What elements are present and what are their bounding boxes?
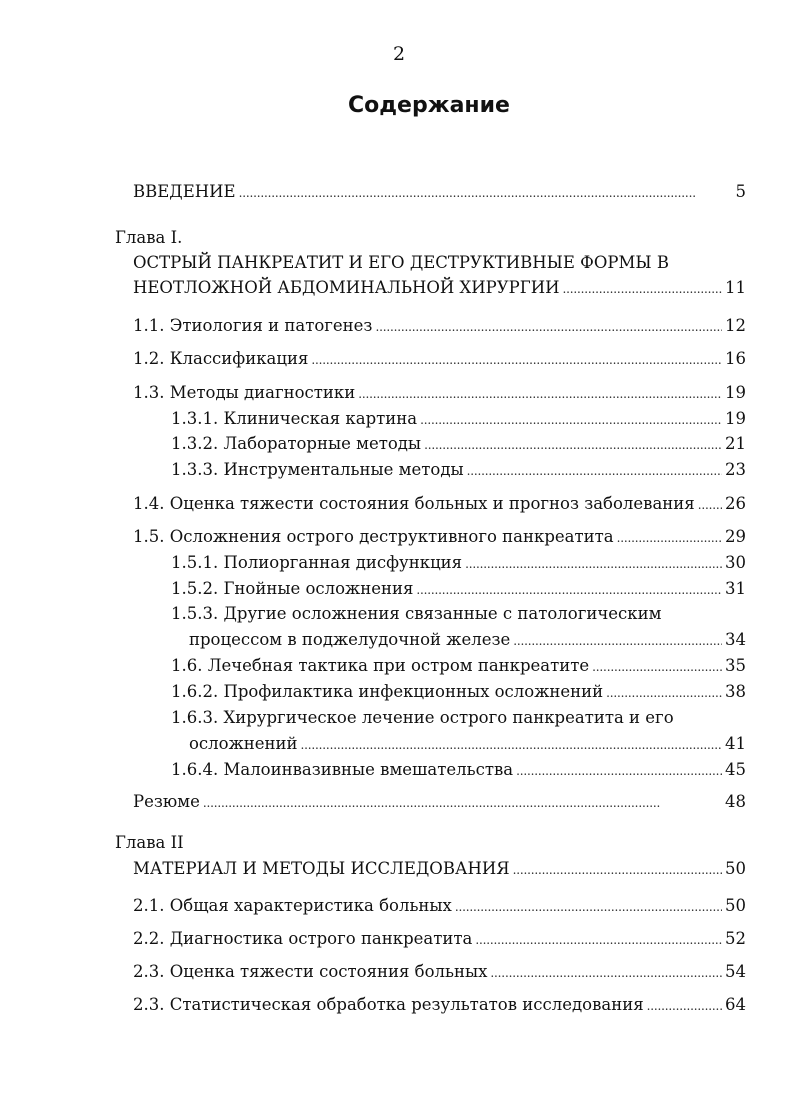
toc-entry-2-3[interactable] xyxy=(133,961,746,983)
chapter-2-label: Глава II xyxy=(115,833,184,852)
toc-entry-text: 1.5.1. Полиорганная дисфункция xyxy=(171,553,463,572)
toc-entry-text: 1.3. Методы диагностики xyxy=(133,383,356,402)
leader-dots xyxy=(513,858,722,881)
leader-dots xyxy=(416,578,722,601)
toc-entry-2-2[interactable] xyxy=(133,928,746,950)
toc-entry-page: 54 xyxy=(725,962,746,981)
toc-entry-intro[interactable] xyxy=(133,181,746,203)
leader-dots xyxy=(375,315,722,338)
leader-dots xyxy=(455,895,722,918)
toc-entry-summary[interactable] xyxy=(133,791,746,813)
page-title: Содержание xyxy=(348,93,510,118)
toc-entry-page: 35 xyxy=(725,656,746,675)
toc-entry-text: 1.3.3. Инструментальные методы xyxy=(171,460,464,479)
toc-entry-text: 2.1. Общая характеристика больных xyxy=(133,896,452,915)
toc-entry-page: 31 xyxy=(725,579,746,598)
toc-entry-text: 1.4. Оценка тяжести состояния больных и прогноз заболевания xyxy=(133,494,695,513)
toc-entry-text: 1.5. Осложнения острого деструктивного панкреатита xyxy=(133,527,614,546)
toc-entry-page: 64 xyxy=(725,995,746,1014)
leader-dots xyxy=(301,733,722,756)
leader-dots xyxy=(592,655,722,678)
toc-entry-1-5-3[interactable] xyxy=(189,629,746,651)
toc-entry-1-3-1[interactable] xyxy=(171,408,746,430)
toc-entry-chapter-2[interactable] xyxy=(133,858,746,880)
toc-entry-chapter-1[interactable] xyxy=(133,277,746,299)
toc-entry-page: 34 xyxy=(725,630,746,649)
toc-entry-1-5-1[interactable] xyxy=(171,552,746,574)
toc-entry-page: 50 xyxy=(725,859,746,878)
leader-dots xyxy=(465,552,722,575)
leader-dots xyxy=(516,759,722,782)
leader-dots xyxy=(420,408,722,431)
leader-dots xyxy=(358,382,722,405)
leader-dots xyxy=(513,629,722,652)
toc-entry-1-5[interactable] xyxy=(133,526,746,548)
leader-dots xyxy=(311,348,722,371)
leader-dots xyxy=(203,791,722,814)
toc-entry-page: 50 xyxy=(725,896,746,915)
toc-entry-text: ВВЕДЕНИЕ xyxy=(133,182,236,201)
leader-dots xyxy=(647,994,722,1017)
toc-entry-text: 1.5.2. Гнойные осложнения xyxy=(171,579,414,598)
toc-entry-1-6[interactable] xyxy=(171,655,746,677)
leader-dots xyxy=(424,433,722,456)
toc-entry-2-1[interactable] xyxy=(133,895,746,917)
toc-entry-text: 2.2. Диагностика острого панкреатита xyxy=(133,929,473,948)
toc-entry-page: 41 xyxy=(725,734,746,753)
toc-entry-text: 1.3.1. Клиническая картина xyxy=(171,409,418,428)
toc-entry-text: 1.1. Этиология и патогенез xyxy=(133,316,373,335)
toc-entry-1-1[interactable] xyxy=(133,315,746,337)
toc-entry-page: 11 xyxy=(725,278,746,297)
toc-entry-text: 1.6. Лечебная тактика при остром панкреатите xyxy=(171,656,590,675)
toc-entry-1-5-3-line1: 1.5.3. Другие осложнения связанные с патологическим xyxy=(171,604,662,623)
toc-entry-1-6-2[interactable] xyxy=(171,681,746,703)
toc-entry-text: 1.6.2. Профилактика инфекционных осложнений xyxy=(171,682,604,701)
toc-entry-1-6-3[interactable] xyxy=(189,733,746,755)
toc-entry-1-5-2[interactable] xyxy=(171,578,746,600)
toc-entry-page: 12 xyxy=(725,316,746,335)
toc-entry-page: 29 xyxy=(725,527,746,546)
toc-entry-page: 5 xyxy=(735,182,746,201)
toc-entry-text: 1.3.2. Лабораторные методы xyxy=(171,434,422,453)
toc-entry-text: Резюме xyxy=(133,792,200,811)
toc-entry-page: 16 xyxy=(725,349,746,368)
toc-entry-1-3[interactable] xyxy=(133,382,746,404)
leader-dots xyxy=(239,181,723,204)
leader-dots xyxy=(475,928,722,951)
toc-entry-text: 1.6.4. Малоинвазивные вмешательства xyxy=(171,760,514,779)
chapter-1-label: Глава I. xyxy=(115,228,183,247)
leader-dots xyxy=(698,493,722,516)
toc-entry-page: 45 xyxy=(725,760,746,779)
toc-entry-text: осложнений xyxy=(189,734,298,753)
toc-entry-text: 2.3. Оценка тяжести состояния больных xyxy=(133,962,488,981)
toc-entry-page: 19 xyxy=(725,383,746,402)
toc-entry-text: МАТЕРИАЛ И МЕТОДЫ ИССЛЕДОВАНИЯ xyxy=(133,859,510,878)
toc-entry-page: 21 xyxy=(725,434,746,453)
leader-dots xyxy=(617,526,722,549)
toc-entry-1-6-3-line1: 1.6.3. Хирургическое лечение острого панкреатита и его xyxy=(171,708,674,727)
toc-entry-text: 2.3. Статистическая обработка результатов исследования xyxy=(133,995,644,1014)
leader-dots xyxy=(563,277,723,300)
toc-entry-page: 30 xyxy=(725,553,746,572)
page-number: 2 xyxy=(392,43,406,65)
toc-entry-1-4[interactable] xyxy=(133,493,746,515)
toc-entry-page: 26 xyxy=(725,494,746,513)
leader-dots xyxy=(490,961,722,984)
toc-entry-1-3-2[interactable] xyxy=(171,433,746,455)
toc-entry-2-4[interactable] xyxy=(133,994,746,1016)
chapter-1-title-line1: ОСТРЫЙ ПАНКРЕАТИТ И ЕГО ДЕСТРУКТИВНЫЕ ФОРМЫ В xyxy=(133,253,669,272)
leader-dots xyxy=(606,681,722,704)
toc-entry-page: 52 xyxy=(725,929,746,948)
toc-entry-1-2[interactable] xyxy=(133,348,746,370)
toc-entry-page: 48 xyxy=(725,792,746,811)
toc-entry-page: 23 xyxy=(725,460,746,479)
toc-entry-text: 1.2. Классификация xyxy=(133,349,309,368)
toc-entry-page: 38 xyxy=(725,682,746,701)
toc-entry-text: процессом в поджелудочной железе xyxy=(189,630,511,649)
toc-entry-1-6-4[interactable] xyxy=(171,759,746,781)
toc-entry-text: НЕОТЛОЖНОЙ АБДОМИНАЛЬНОЙ ХИРУРГИИ xyxy=(133,278,560,297)
toc-entry-page: 19 xyxy=(725,409,746,428)
leader-dots xyxy=(467,459,722,482)
toc-entry-1-3-3[interactable] xyxy=(171,459,746,481)
